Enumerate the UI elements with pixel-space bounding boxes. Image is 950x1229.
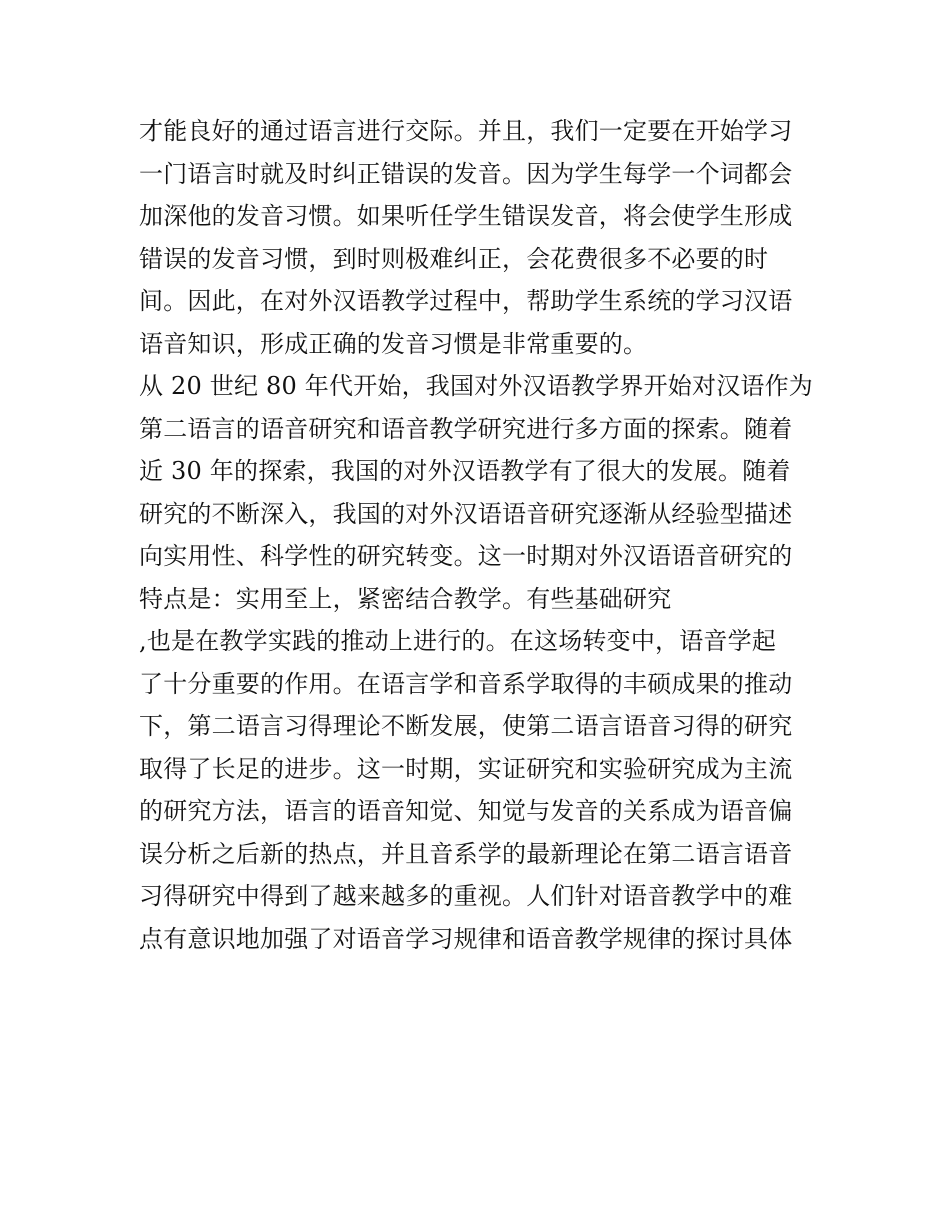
text-line: 习得研究中得到了越来越多的重视。人们针对语音教学中的难 — [139, 882, 793, 910]
text-line: 的研究方法，语言的语音知觉、知觉与发音的关系成为语音偏 — [139, 797, 793, 825]
text-line: 间。因此，在对外汉语教学过程中，帮助学生系统的学习汉语 — [139, 287, 793, 315]
text-line: 一门语言时就及时纠正错误的发音。因为学生每学一个词都会 — [139, 159, 793, 188]
text-line: 错误的发音习惯，到时则极难纠正，会花费很多不必要的时 — [139, 244, 769, 273]
text-line: 从 20 世纪 80 年代开始，我国对外汉语教学界开始对汉语作为 — [139, 372, 813, 400]
text-line: 第二语言的语音研究和语音教学研究进行多方面的探索。随着 — [139, 414, 793, 443]
text-line: 研究的不断深入，我国的对外汉语语音研究逐渐从经验型描述 — [139, 499, 793, 528]
text-line: 误分析之后新的热点，并且音系学的最新理论在第二语言语音 — [139, 839, 793, 868]
text-line: 下，第二语言习得理论不断发展，使第二语言语音习得的研究 — [139, 712, 793, 740]
text-line: 了十分重要的作用。在语言学和音系学取得的丰硕成果的推动 — [139, 669, 793, 698]
text-line: 近 30 年的探索，我国的对外汉语教学有了很大的发展。随着 — [139, 457, 791, 485]
text-line: 加深他的发音习惯。如果听任学生错误发音，将会使学生形成 — [139, 202, 793, 230]
text-line: 语音知识，形成正确的发音习惯是非常重要的。 — [139, 329, 648, 358]
text-line: ,也是在教学实践的推动上进行的。在这场转变中，语音学起 — [139, 627, 777, 655]
text-line: 特点是：实用至上，紧密结合教学。有些基础研究 — [139, 584, 672, 613]
text-line: 取得了长足的进步。这一时期，实证研究和实验研究成为主流 — [139, 754, 793, 783]
text-line: 向实用性、科学性的研究转变。这一时期对外汉语语音研究的 — [139, 542, 793, 570]
text-line: 点有意识地加强了对语音学习规律和语音教学规律的探讨具体 — [139, 924, 793, 953]
body-text — [139, 110, 829, 960]
text-line: 才能良好的通过语言进行交际。并且，我们一定要在开始学习 — [139, 117, 793, 145]
